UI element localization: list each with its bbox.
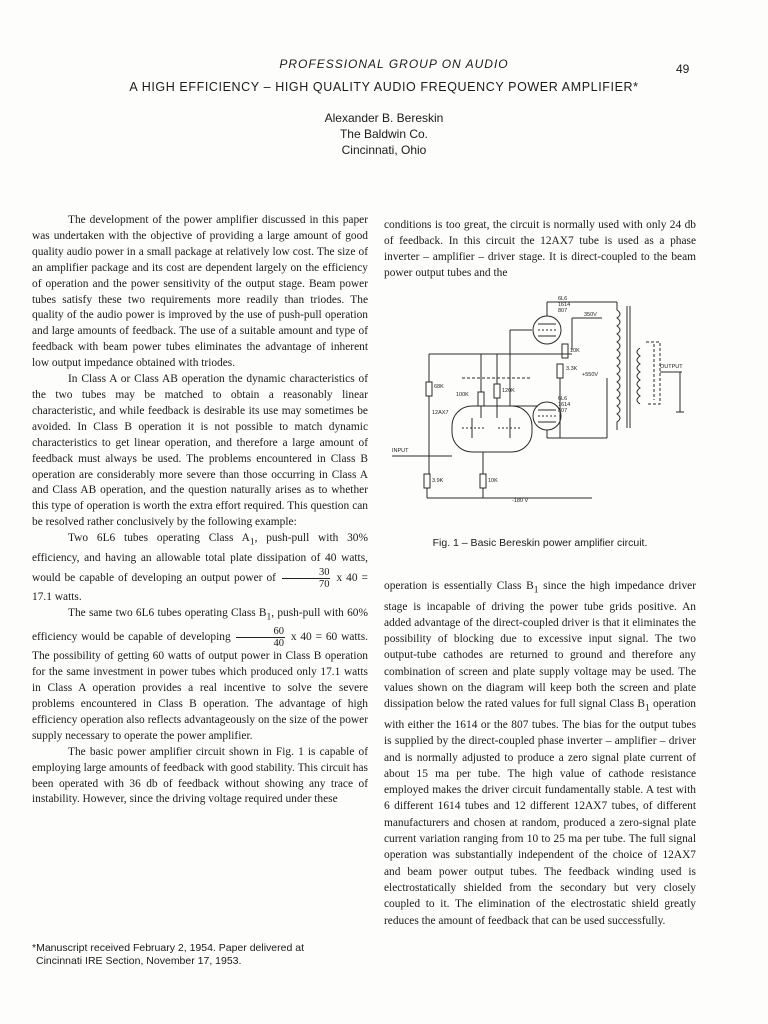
paragraph-1: The development of the power amplifier discussed in this paper was undertaken with the objective of providing a large amount of good quality audio power in a small package at relatively low cost. The size of an amplifier package and its cost are dependent largely on the efficiency of operation and the power sensitivity of the output stage. Beam power tubes satisfy these two requirements more readily than triodes. The quality of the audio power is improved by the use of push-pull operation and large amounts of feedback. The use of a suitable amount and type of feedback with beam power tubes eliminates the advantage of inherent low output impedance obtained with triodes. bbox=[32, 214, 368, 370]
fraction-30-70: $\frac{30}{70}$ bbox=[282, 567, 331, 590]
resistor-120k bbox=[494, 384, 500, 398]
tube-bottom-label-3: 807 bbox=[558, 408, 568, 414]
paragraph-7: operation is essentially Class $B_1$ since the high impedance driver stage is incapable of driving the power tube grids positive. An added advantage of the direct-coupled driver is that it eliminates the possibility of blocking due to excessive input signal. The two output-tube cathodes are returned to ground and therefore any combination of screen and plate supply voltage may be used. The values shown on the diagram will keep both the screen and plate dissipation below the rated values for full signal Class $B_1$ operation with either the 1614 or the 807 tubes. The bias for the output tubes is supplied by the direct-coupled phase inverter – amplifier – driver and is normally adjusted to produce a zero signal plate current of about 15 ma per tube. The high value of cathode resistance employed makes the driver circuit fundamentally stable. A test with 6 different 1614 tubes and 12 different 12AX7 tubes, of different manufacturers and chosen at random, produced a zero-signal plate current variation ranging from 10 to 25 ma per tube. The full signal operation was substantially independent of the choice of 12AX7 and beam power output tubes. The feedback winding used is electrostatically shielded from the secondary but very closely coupled to it. The elimination of the electrostatic shield greatly reduces the amount of feedback that can be used successfully. bbox=[384, 580, 696, 927]
figure-caption: Fig. 1 – Basic Bereskin power amplifier circuit. bbox=[432, 537, 648, 549]
author-organization: The Baldwin Co. bbox=[339, 127, 429, 141]
paragraph-5: The basic power amplifier circuit shown in Fig. 1 is capable of employing large amounts of feedback with good stability. This circuit has been operated with 36 db of feedback without showing any trace of instability. However, since the driving voltage required under these bbox=[32, 745, 368, 806]
label-3-3k: 3.3K bbox=[566, 366, 578, 372]
transformer-secondary bbox=[637, 348, 640, 404]
author-block bbox=[0, 110, 768, 158]
electrostatic-shield bbox=[646, 342, 660, 404]
resistor-100k bbox=[478, 392, 484, 406]
tube-top-label-3: 807 bbox=[558, 308, 568, 314]
paragraph-3: Two 6L6 tubes operating Class $A_1$, push-pull with 30% efficiency, and having an allowable total plate dissipation of 40 watts, would be capable of developing an output power of $\frac{30}{70}$ x 40 = 17.1 watts. bbox=[32, 532, 368, 604]
right-column-top bbox=[384, 218, 696, 282]
paper-title: A HIGH EFFICIENCY – HIGH QUALITY AUDIO FREQUENCY POWER AMPLIFIER* bbox=[129, 80, 639, 94]
footnote-line-1: *Manuscript received February 2, 1954. Paper delivered at bbox=[32, 942, 304, 954]
tube-top-label-1: 6L6 bbox=[558, 296, 568, 302]
label-12ax7: 12AX7 bbox=[432, 410, 449, 416]
author-city: Cincinnati, Ohio bbox=[341, 143, 427, 157]
tube-bottom-label-2: 1614 bbox=[558, 402, 571, 408]
resistor-3-9k bbox=[424, 474, 430, 488]
paragraph-2: In Class A or Class AB operation the dynamic characteristics of the two tubes may be matched to obtain a reasonably linear characteristic, and while feedback is desirable its use may sometimes be avoided. In Class B operation it is not possible to match dynamic characteristics to get linear operation, and therefore a large amount of feedback must always be used. The problems encountered in Class B operation are considerably more severe than those occurring in Class A and Class AB operation, and the question naturally arises as to whether this type of operation is worth the extra effort required. This question can be resolved rather conclusively by the following example: bbox=[32, 373, 368, 529]
label-100k: 100K bbox=[456, 392, 469, 398]
driver-tube-12ax7 bbox=[452, 406, 532, 452]
journal-group-header: PROFESSIONAL GROUP ON AUDIO bbox=[279, 57, 509, 71]
footnote bbox=[32, 942, 368, 968]
fraction-60-40: $\frac{60}{40}$ bbox=[236, 626, 285, 649]
author-name: Alexander B. Bereskin bbox=[324, 111, 444, 125]
label-10k-bottom: 10K bbox=[488, 478, 498, 484]
label-3-9k: 3.9K bbox=[432, 478, 444, 484]
paragraph-4: The same two 6L6 tubes operating Class $B_1$, push-pull with 60% efficiency would be capable of developing $\frac{60}{40}$ x 40 = 60 watts. The possibility of getting 60 watts of output power in Class B operation for the same investment in power tubes which produced only 17.1 watts in Class A operation provides a real incentive to solve the severe problems encountered in Class B operation. The advantage of high efficiency operation also reflects advantageously on the size of the power supply necessary to operate the power amplifier. bbox=[32, 607, 368, 742]
label-350v: 350V bbox=[584, 312, 597, 318]
label-120k: 120K bbox=[502, 388, 515, 394]
label-180v: -180 V bbox=[512, 498, 529, 504]
footnote-line-2: Cincinnati IRE Section, November 17, 1953. bbox=[36, 955, 242, 967]
label-68k: 68K bbox=[434, 384, 444, 390]
page-number: 49 bbox=[676, 62, 690, 76]
amplifier-schematic-figure bbox=[392, 288, 692, 510]
label-output: OUTPUT bbox=[660, 364, 683, 370]
resistor-68k bbox=[426, 382, 432, 396]
paragraph-6: conditions is too great, the circuit is normally used with only 24 db of feedback. In this circuit the 12AX7 tube is used as a phase inverter – amplifier – driver stage. It is direct-coupled to the beam power output tubes and the bbox=[384, 219, 696, 279]
right-column-bottom bbox=[384, 578, 696, 929]
label-10k-top: 10K bbox=[570, 348, 580, 354]
label-input: INPUT bbox=[392, 448, 409, 454]
resistor-10k-bottom bbox=[480, 474, 486, 488]
resistor-3-3k bbox=[557, 364, 563, 378]
tube-bottom-label-1: 6L6 bbox=[558, 396, 568, 402]
transformer-primary bbox=[617, 302, 620, 430]
resistor-10k-top bbox=[562, 344, 568, 358]
left-column bbox=[32, 213, 368, 808]
tube-top-label-2: 1614 bbox=[558, 302, 571, 308]
label-550v: +550V bbox=[582, 372, 599, 378]
